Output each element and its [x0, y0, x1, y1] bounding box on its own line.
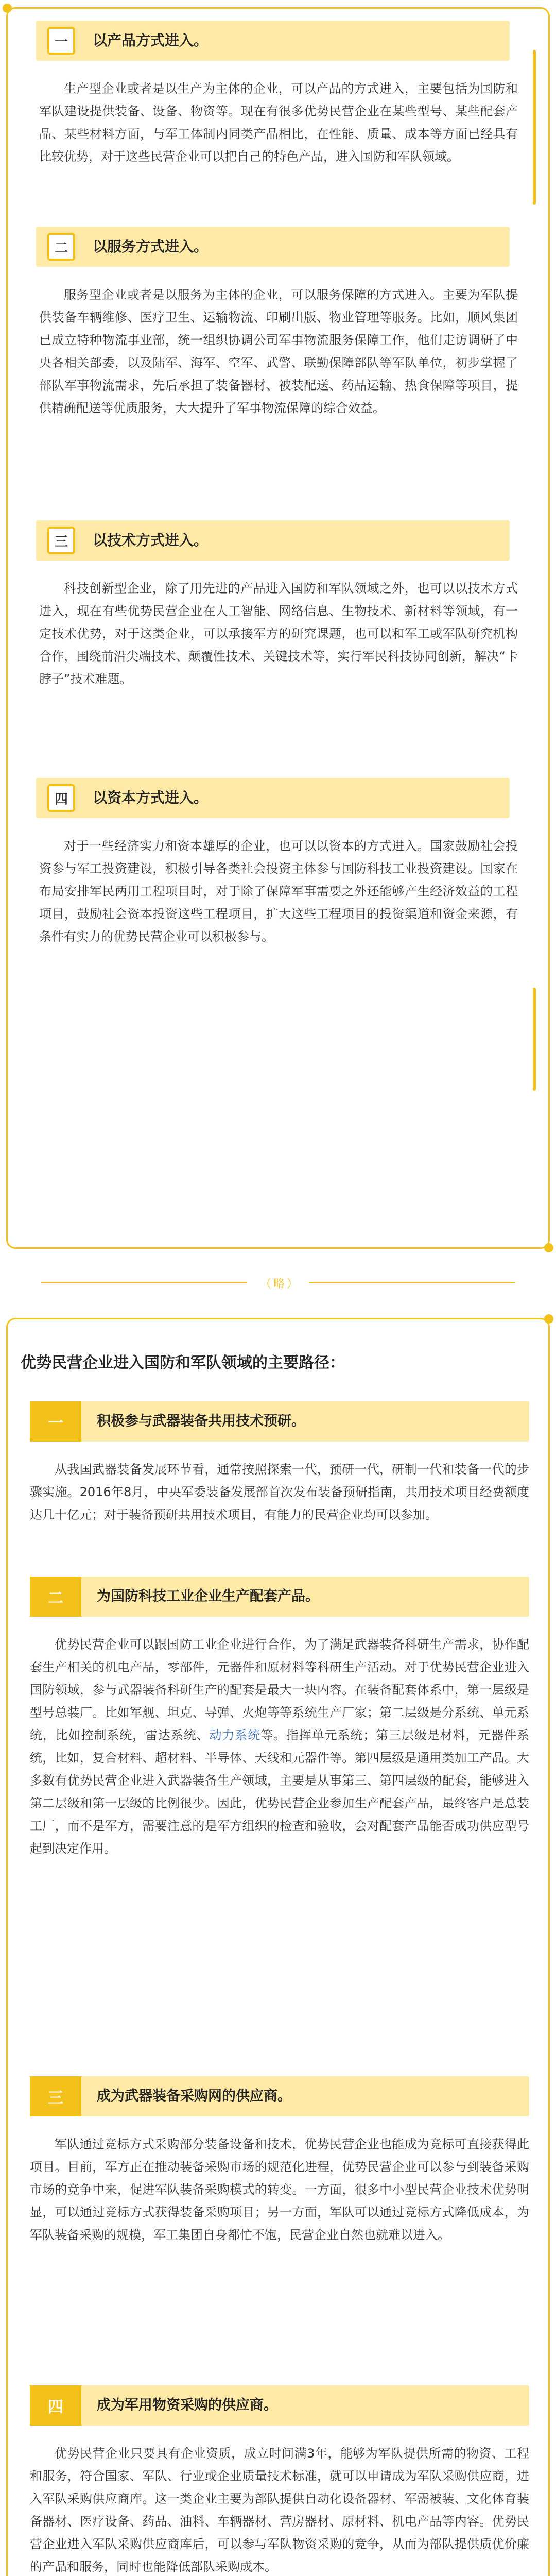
- section-heading-4: [36, 778, 510, 818]
- main-heading: 优势民营企业进入国防和军队领域的主要路径：: [21, 1354, 345, 1372]
- path-title: 成为武器装备采购网的供应商。: [97, 2088, 291, 2104]
- frame-corner-dot: [544, 1314, 553, 1324]
- path-number: 三: [30, 2076, 81, 2116]
- side-dots-decoration: [533, 50, 536, 205]
- section-paragraph: 服务型企业或者是以服务为主体的企业，可以服务保障的方式进入。主要为军队提供装备车辆维修、医疗卫生、运输物流、印刷出版、物业管理等服务。比如，顺风集团已成立特种物流事业部，统一组织协调公司军事物流服务保障工作，他们走访调研了中央各相关部委，以及陆军、海军、空军、武警、联勤保障部队等军队单位，初步掌握了部队军事物流需求，先后承担了装备器材、被装配送、药品运输、热食保障等项目，提供精确配送等优质服务，大大提升了军事物流保障的综合效益。: [39, 287, 518, 415]
- path-text: 优势民营企业可以跟国防工业企业进行合作，为了满足武器装备科研生产需求，协作配套生产相关的机电产品，零部件，元器件和原材料等科研生产活动。对于优势民营企业进入国防领域，参与武器装备科研生产的配套是最大一块内容。在装备配套体系中，第一层级是型号总装厂。比如军舰、坦克、导弹、火炮等等系统生产厂家；第二层级是分系统、单元系统，比如控制系统，雷达系统、: [30, 1637, 529, 1742]
- path-title: 积极参与武器装备共用技术预研。: [97, 1413, 305, 1429]
- divider-line: [41, 1282, 247, 1283]
- divider-line: [309, 1282, 515, 1283]
- section-title: 以产品方式进入。: [93, 32, 208, 49]
- path-paragraph: 优势民营企业只要具有企业资质，成立时间满3年，能够为军队提供所需的物资、工程和服务，符合国家、军队、行业或企业质量技术标准，就可以申请成为军队采购供应商，进入军队采购供应商库。这一类企业主要为部队提供自动化设备器材、军需被装、文化体育装备器材、医疗设备、药品、油料、车辆器材、营房器材、原材料、机电产品等内容。优势民营企业进入军队采购供应商库后，可以参与军队物资采购的竞争，从而为部队提供质优价廉的产品和服务，同时也能降低部队采购成本。: [30, 2446, 529, 2574]
- path-heading-1: [30, 1401, 529, 1442]
- section-number: 一: [47, 27, 75, 55]
- side-dots-decoration: [533, 988, 536, 1091]
- path-number: 四: [30, 2385, 81, 2426]
- section-heading-3: [36, 520, 510, 561]
- section-title: 以资本方式进入。: [93, 789, 208, 806]
- path-heading-4: [30, 2385, 529, 2426]
- section-paragraph: 对于一些经济实力和资本雄厚的企业，也可以以资本的方式进入。国家鼓励社会投资参与军工投资建设，积极引导各类社会投资主体参与国防科技工业投资建设。国家在布局安排军民两用工程项目时，对于除了保障军事需要之外还能够产生经济效益的工程项目，鼓励社会资本投资这些工程项目，扩大这些工程项目的投资渠道和资金来源，有条件有实力的优势民营企业可以积极参与。: [39, 839, 518, 944]
- path-number: 二: [30, 1577, 81, 1617]
- section-title: 以服务方式进入。: [93, 238, 208, 255]
- frame-corner-dot: [544, 1243, 553, 1252]
- path-title: 成为军用物资采购的供应商。: [97, 2397, 277, 2413]
- section-number: 二: [47, 233, 75, 261]
- frame-corner-dot: [3, 4, 12, 13]
- path-paragraph: [30, 1633, 529, 1860]
- section-heading-1: [36, 21, 510, 61]
- path-paragraph: 军队通过竞标方式采购部分装备设备和技术，优势民营企业也能成为竞标可直接获得此项目。目前，军方正在推动装备采购市场的规范化进程，优势民营企业可以参与到装备采购市场的竞争中来，促进军队装备采购模式的转变。一方面，很多中小型民营企业技术优势明显，可以通过竞标方式获得装备采购项目；另一方面，军队可以通过竞标方式降低成本，为军队装备采购的规模，军工集团自身都忙不饱，民营企业自然也就难以进入。: [30, 2137, 529, 2242]
- path-title: 为国防科技工业企业生产配套产品。: [97, 1588, 319, 1604]
- section-paragraph: 科技创新型企业，除了用先进的产品进入国防和军队领域之外，也可以以技术方式进入，现在有些优势民营企业在人工智能、网络信息、生物技术、新材料等领域，有一定技术优势，对于这类企业，可以承接军方的研究课题，也可以和军工或军队研究机构合作，围绕前沿尖端技术、颠覆性技术、关键技术等，实行军民科技协同创新，解决“卡脖子”技术难题。: [39, 581, 518, 686]
- section-title: 以技术方式进入。: [93, 532, 208, 549]
- path-number: 一: [30, 1401, 81, 1442]
- path-paragraph: 从我国武器装备发展环节看，通常按照探索一代，预研一代，研制一代和装备一代的步骤实施。2016年8月，中央军委装备发展部首次发布装备预研指南，共用技术项目经费额度达几十亿元；对于装备预研共用技术项目，有能力的民营企业均可以参加。: [30, 1462, 529, 1522]
- section-heading-2: [36, 227, 510, 267]
- path-heading-2: [30, 1577, 529, 1617]
- path-heading-3: [30, 2076, 529, 2116]
- section-number: 三: [47, 527, 75, 554]
- section-number: 四: [47, 784, 75, 812]
- section-paragraph: 生产型企业或者是以生产为主体的企业，可以产品的方式进入，主要包括为国防和军队建设提供装备、设备、物资等。现在有很多优势民营企业在某些型号、某些配套产品、某些材料方面，与军工体制内同类产品相比，在性能、质量、成本等方面已经具有比较优势，对于这些民营企业可以把自己的特色产品，进入国防和军队领域。: [39, 81, 518, 164]
- inline-link[interactable]: 动力系统: [209, 1728, 261, 1742]
- path-text: 等。指挥单元系统；第三层级是材料，元器件系统，比如，复合材料、超材料、半导体、天线和元器件等。第四层级是通用类加工产品。大多数有优势民营企业进入武器装备生产领域，主要是从事第三、第四层级的配套，能够进入第二层级和第一层级的比例很少。因此，优势民营企业参加生产配套产品，最终客户是总装工厂，而不是军方，需要注意的是军方组织的检查和验收，会对配套产品能否成功供应型号起到决定作用。: [30, 1728, 530, 1856]
- divider-label: （略）: [260, 1278, 301, 1291]
